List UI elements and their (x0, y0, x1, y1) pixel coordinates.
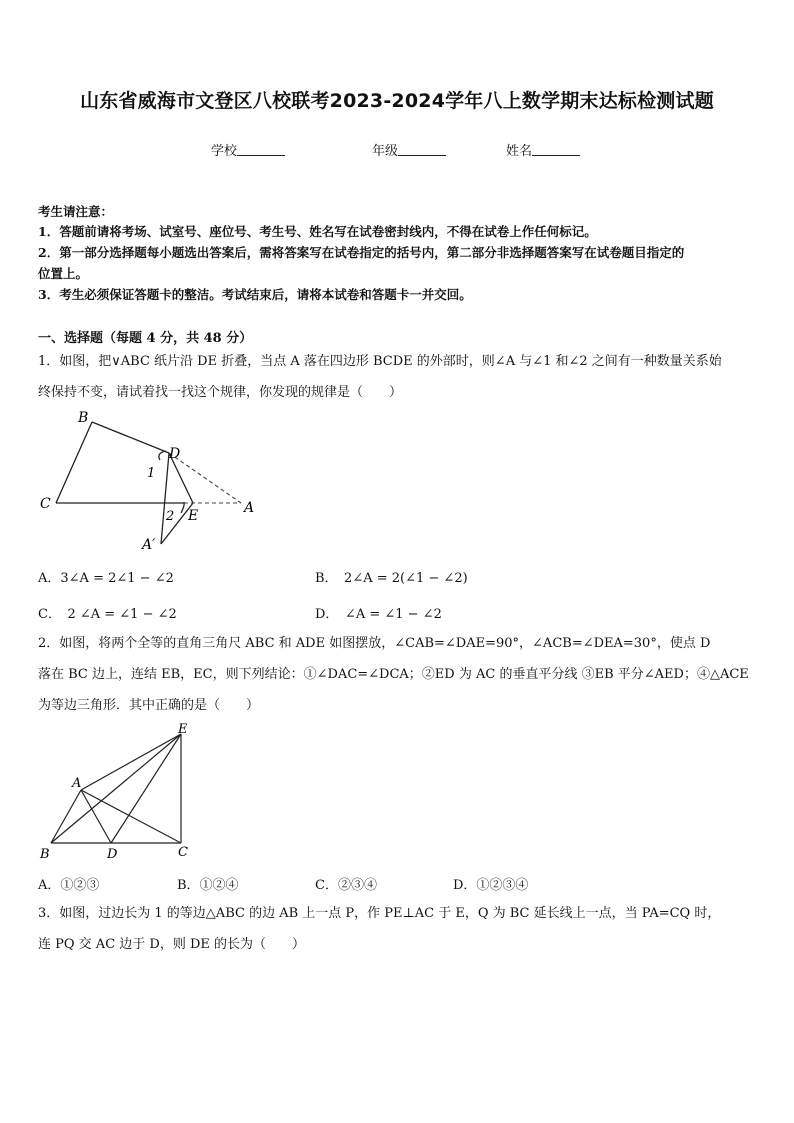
name-label: 姓名 (506, 144, 533, 159)
q1-option-c[interactable]: C． 2 ∠A = ∠1 − ∠2 (38, 607, 177, 622)
label-angle-1: 1 (147, 466, 156, 481)
segment-AE (81, 734, 181, 790)
label-A: A (72, 776, 82, 791)
label-C: C (178, 845, 188, 860)
q1-option-d[interactable]: D． ∠A = ∠1 − ∠2 (315, 607, 442, 622)
page-title: 山东省威海市文登区八校联考2023-2024学年八上数学期末达标检测试题 (80, 90, 714, 112)
q3-text-line: 3．如图，过边长为 1 的等边△ABC 的边 AB 上一点 P，作 PE⊥AC 于 E，Q 为 BC 延长线上一点，当 PA=CQ 时， (38, 906, 721, 921)
notice-item: 位置上。 (38, 266, 89, 281)
segment-BE (51, 734, 181, 843)
label-angle-2: 2 (166, 509, 175, 524)
q2-option-b[interactable]: B．①②④ (177, 878, 239, 893)
school-field (211, 140, 285, 159)
school-label: 学校 (211, 144, 238, 159)
label-D: D (107, 847, 118, 862)
segment-DA-prime (161, 453, 169, 544)
angle-1-arc (159, 451, 166, 460)
q1-option-b[interactable]: B． 2∠A = 2(∠1 − ∠2) (315, 571, 468, 586)
q2-text-line: 为等边三角形．其中正确的是（ ） (38, 698, 260, 713)
label-C: C (40, 496, 51, 512)
label-D: D (169, 446, 181, 462)
q1-figure (36, 405, 266, 555)
segment-DE (111, 734, 181, 843)
notice-heading: 考生请注意： (38, 204, 114, 219)
label-E: E (188, 508, 199, 524)
q2-option-a[interactable]: A．①②③ (38, 878, 100, 893)
segment-BC (56, 422, 92, 503)
label-B: B (40, 847, 50, 862)
name-field (506, 140, 580, 159)
notice-item: 3．考生必须保证答题卡的整洁。考试结束后，请将本试卷和答题卡一并交回。 (38, 287, 472, 302)
label-A: A (244, 500, 255, 516)
label-E: E (178, 723, 188, 737)
segment-BD (92, 422, 169, 453)
label-B: B (78, 410, 89, 426)
q2-figure (36, 723, 196, 868)
notice-item: 2．第一部分选择题每小题选出答案后，需将答案写在试卷指定的括号内，第二部分非选择题答案写在试卷题目指定的 (38, 245, 685, 260)
q1-text-line: 终保持不变，请试着找一找这个规律，你发现的规律是（ ） (38, 385, 403, 400)
q2-text-line: 落在 BC 边上，连结 EB，EC，则下列结论：①∠DAC=∠DCA；②ED 为 AC 的垂直平分线 ③EB 平分∠AED；④△ACE (38, 667, 749, 682)
q2-text-line: 2．如图，将两个全等的直角三角尺 ABC 和 ADE 如图摆放，∠CAB=∠DAE=90°，∠ACB=∠DEA=30°，使点 D (38, 636, 711, 651)
q1-text-line: 1．如图，把∨ABC 纸片沿 DE 折叠，当点 A 落在四边形 BCDE 的外部时，则∠A 与∠1 和∠2 之间有一种数量关系始 (38, 354, 722, 369)
segment-BA (51, 790, 81, 843)
grade-blank (398, 142, 446, 156)
label-A-prime: A′ (142, 537, 156, 553)
section-heading: 一、选择题（每题 4 分，共 48 分） (38, 331, 253, 346)
q2-option-d[interactable]: D．①②③④ (453, 878, 529, 893)
school-blank (237, 142, 285, 156)
notice-item: 1．答题前请将考场、试室号、座位号、考生号、姓名写在试卷密封线内，不得在试卷上作任何标记。 (38, 224, 597, 239)
q1-option-a[interactable]: A．3∠A = 2∠1 − ∠2 (38, 571, 174, 586)
grade-label: 年级 (372, 144, 399, 159)
name-blank (532, 142, 580, 156)
q3-text-line: 连 PQ 交 AC 边于 D，则 DE 的长为（ ） (38, 937, 306, 952)
grade-field (372, 140, 446, 159)
q2-option-c[interactable]: C．②③④ (315, 878, 377, 893)
